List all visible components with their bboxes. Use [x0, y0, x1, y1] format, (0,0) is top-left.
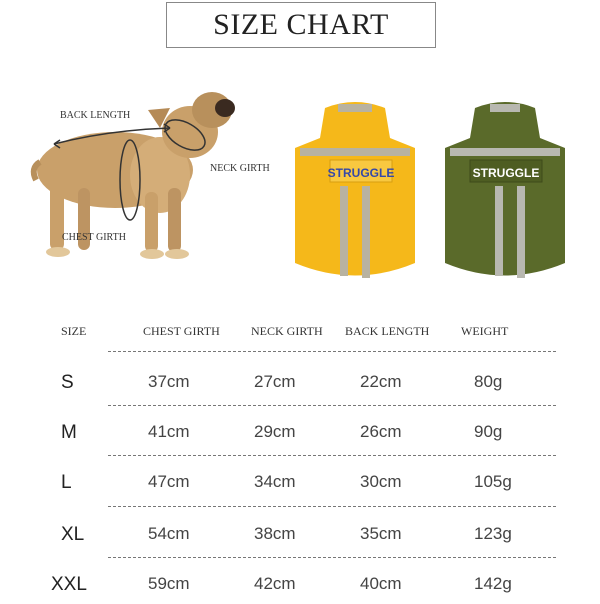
chest-girth-cell: 37cm	[148, 372, 190, 391]
neck-girth-cell: 42cm	[254, 574, 296, 593]
size-cell: S	[61, 372, 74, 393]
table-row	[0, 462, 600, 502]
neck-girth-cell: 29cm	[254, 422, 296, 441]
back-length-cell: 22cm	[360, 372, 402, 391]
header-back-length: BACK LENGTH	[345, 324, 430, 338]
green-raincoat-image	[440, 98, 570, 280]
table-divider	[108, 557, 556, 558]
header-size: SIZE	[61, 324, 87, 338]
back-length-cell: 40cm	[360, 574, 402, 593]
table-row	[0, 514, 600, 554]
size-cell: M	[61, 422, 77, 443]
back-length-cell: 26cm	[360, 422, 402, 441]
back-length-cell: 35cm	[360, 524, 402, 543]
weight-cell: 80g	[474, 372, 503, 391]
size-cell: XXL	[51, 574, 87, 595]
back-length-cell: 30cm	[360, 472, 402, 491]
table-divider	[108, 455, 556, 456]
back-length-label: BACK LENGTH	[60, 110, 131, 121]
header-weight: WEIGHT	[461, 324, 509, 338]
table-row	[0, 362, 600, 402]
chest-girth-label: CHEST GIRTH	[62, 232, 126, 243]
size-cell: XL	[61, 524, 85, 545]
yellow-raincoat	[290, 98, 420, 280]
dog-illustration	[20, 70, 290, 280]
header-chest-girth: CHEST GIRTH	[143, 324, 220, 338]
chest-girth-cell: 41cm	[148, 422, 190, 441]
green-coat-text: STRUGGLE	[472, 166, 540, 180]
weight-cell: 123g	[474, 524, 512, 543]
table-divider	[108, 405, 556, 406]
neck-girth-cell: 38cm	[254, 524, 296, 543]
header-neck-girth: NECK GIRTH	[251, 324, 323, 338]
yellow-raincoat-image	[290, 98, 420, 280]
table-divider	[108, 506, 556, 507]
chest-girth-cell: 54cm	[148, 524, 190, 543]
chest-girth-cell: 59cm	[148, 574, 190, 593]
neck-girth-cell: 27cm	[254, 372, 296, 391]
page-title: SIZE CHART	[166, 2, 436, 48]
weight-cell: 142g	[474, 574, 512, 593]
neck-girth-label: NECK GIRTH	[210, 163, 270, 174]
table-row	[0, 564, 600, 604]
yellow-coat-text: STRUGGLE	[327, 166, 395, 180]
table-header	[0, 318, 600, 344]
table-divider	[108, 351, 556, 352]
size-cell: L	[61, 472, 72, 493]
dog-measurement-diagram	[20, 70, 290, 280]
weight-cell: 105g	[474, 472, 512, 491]
chest-girth-cell: 47cm	[148, 472, 190, 491]
table-row	[0, 412, 600, 452]
green-raincoat	[440, 98, 570, 280]
weight-cell: 90g	[474, 422, 503, 441]
neck-girth-cell: 34cm	[254, 472, 296, 491]
